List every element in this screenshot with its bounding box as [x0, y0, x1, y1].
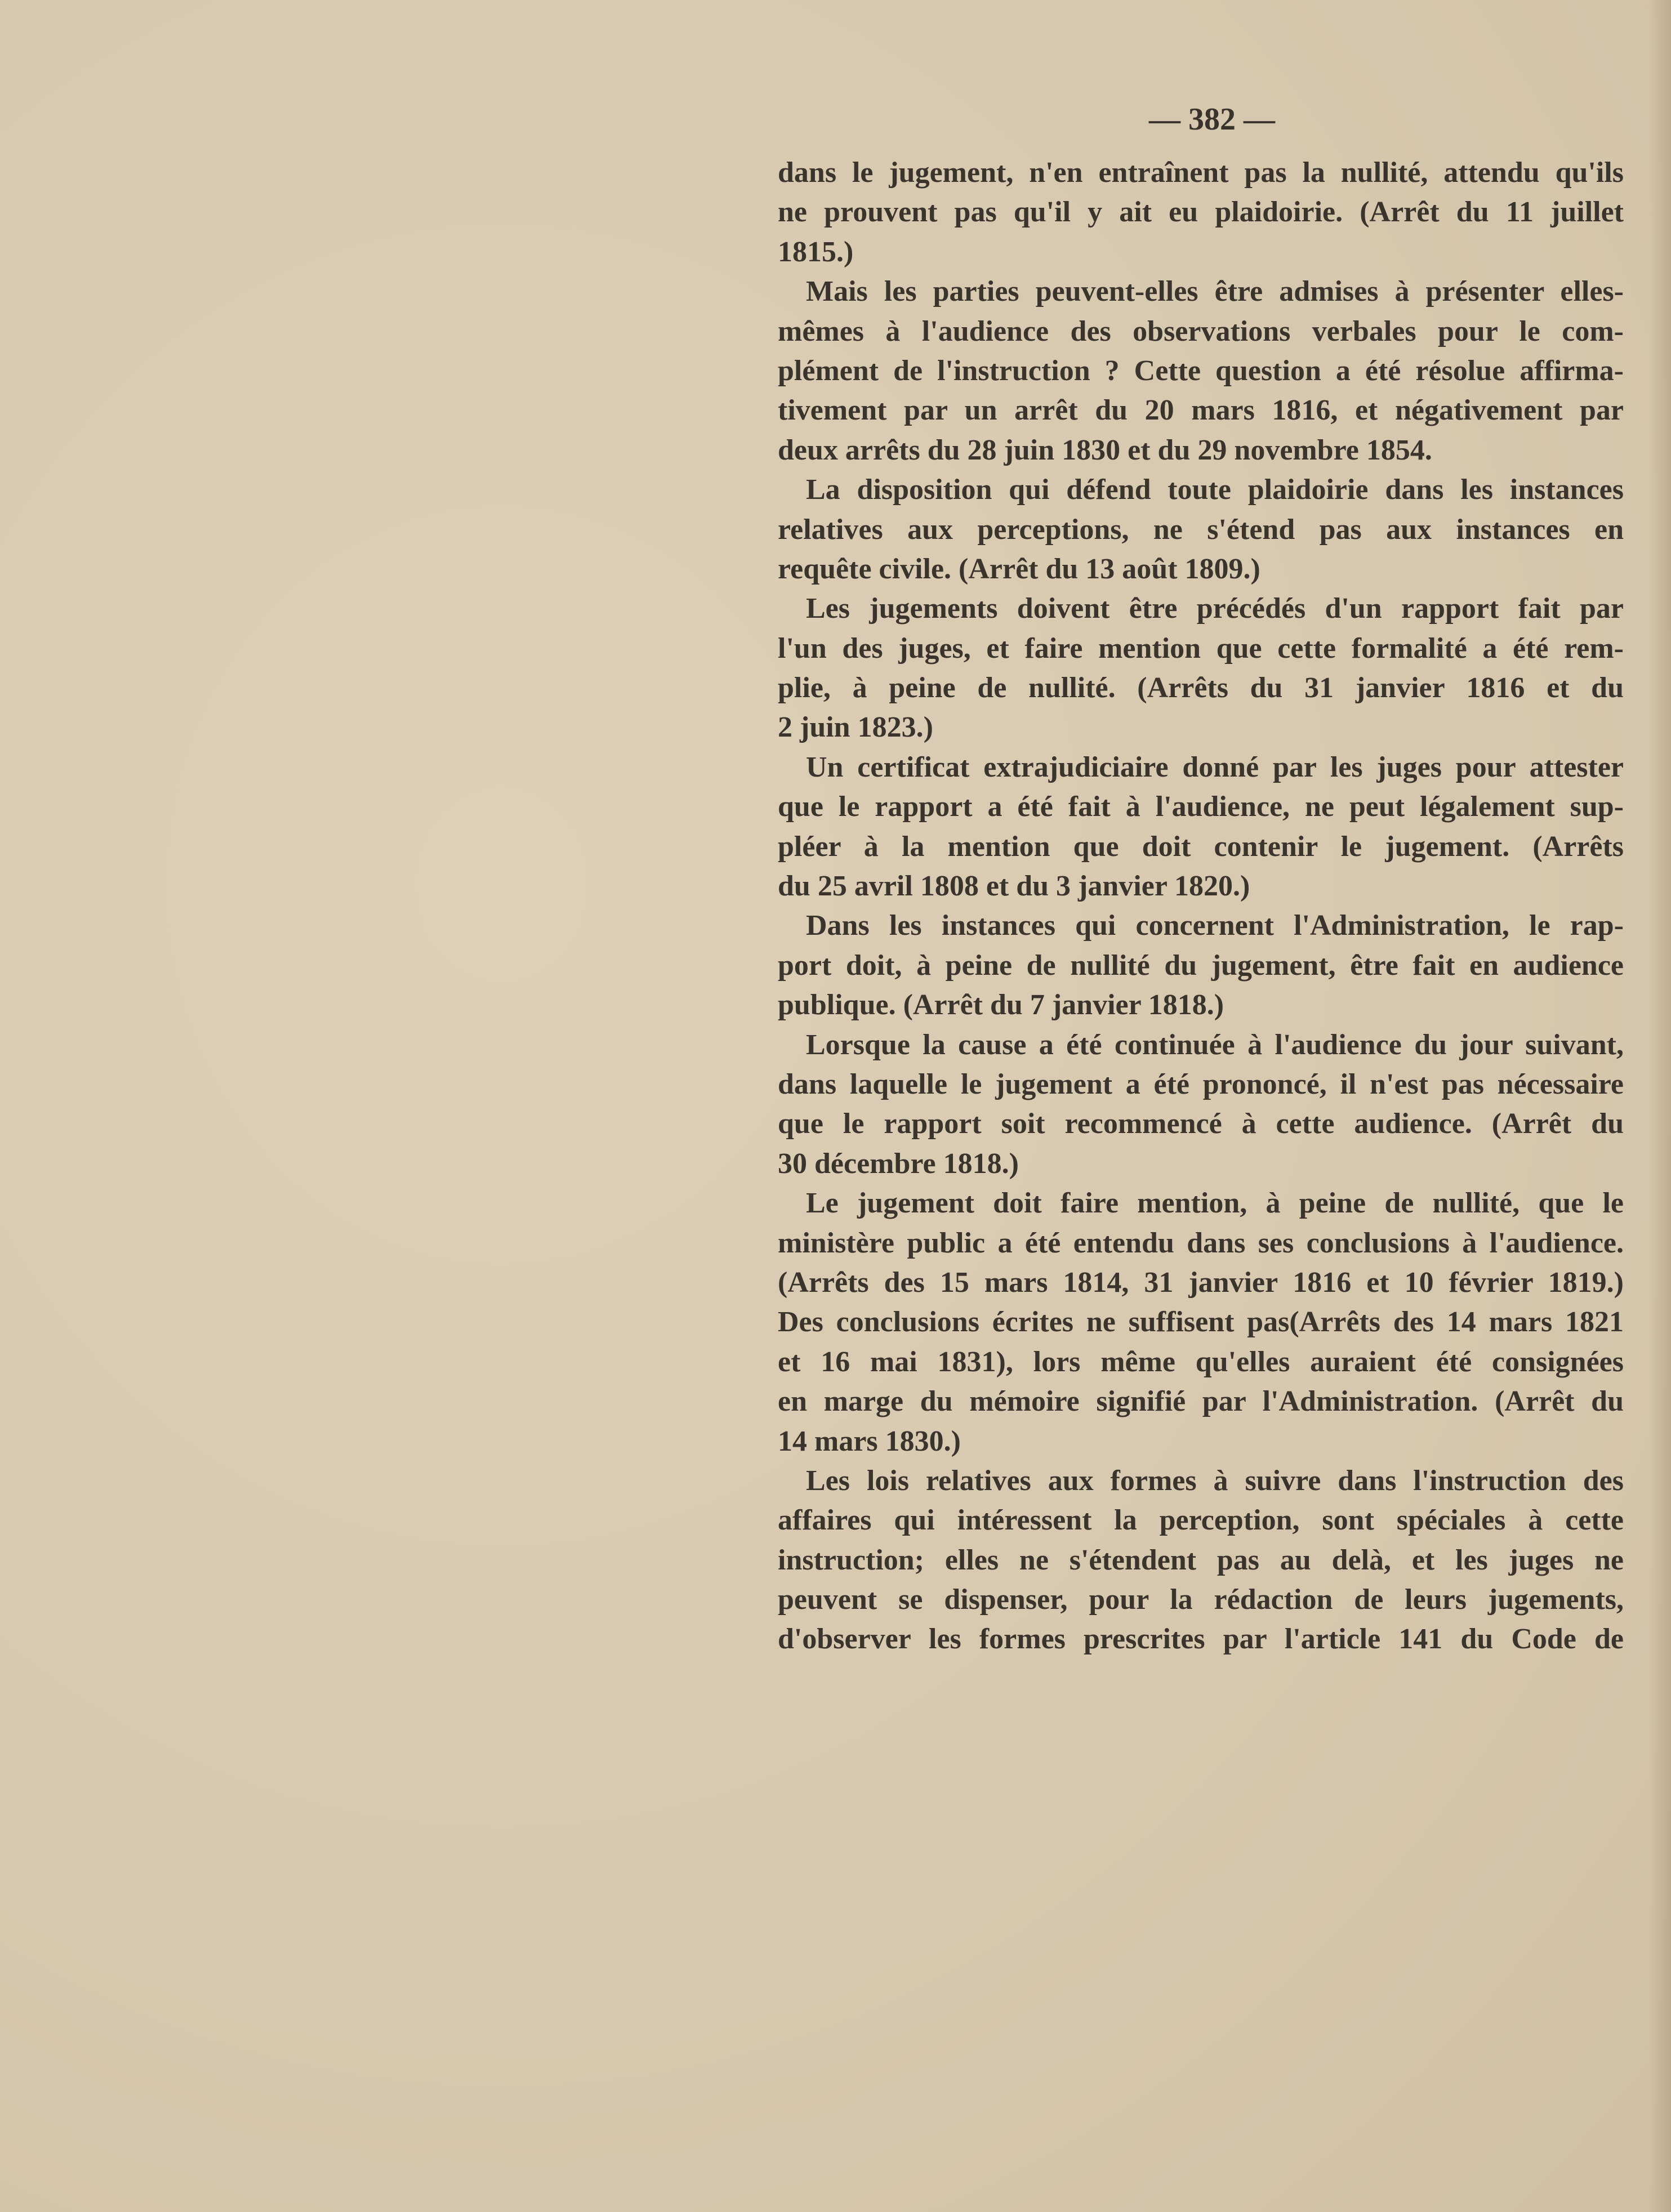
text-line: du 25 avril 1808 et du 3 janvier 1820.) [778, 870, 1250, 903]
body-text [778, 153, 1624, 1660]
text-line: publique. (Arrêt du 7 janvier 1818.) [778, 989, 1224, 1022]
text-line: Les lois relatives aux formes à suivre dans l'instruction des [806, 1464, 1624, 1497]
text-line: dans le jugement, n'en entraînent pas la nullité, attendu qu'ils [778, 157, 1624, 189]
text-line: Un certificat extrajudiciaire donné par les juges pour attester [806, 751, 1624, 783]
text-line: d'observer les formes prescrites par l'article 141 du Code de [778, 1623, 1624, 1656]
text-line: requête civile. (Arrêt du 13 août 1809.) [778, 552, 1260, 585]
text-line: en marge du mémoire signifié par l'Administration. (Arrêt du [778, 1385, 1624, 1418]
text-line: 1815.) [778, 235, 854, 268]
text-line: 14 mars 1830.) [778, 1425, 961, 1457]
text-line: relatives aux perceptions, ne s'étend pas aux instances en [778, 513, 1624, 546]
text-line: Le jugement doit faire mention, à peine de nullité, que le [806, 1187, 1624, 1220]
text-line: pléer à la mention que doit contenir le jugement. (Arrêts [778, 830, 1624, 863]
text-line: (Arrêts des 15 mars 1814, 31 janvier 1816 et 10 février 1819.) [778, 1266, 1624, 1299]
text-line: mêmes à l'audience des observations verbales pour le com- [778, 315, 1624, 347]
text-line: La disposition qui défend toute plaidoirie dans les instances [806, 474, 1624, 506]
text-line: 30 décembre 1818.) [778, 1147, 1019, 1180]
text-line: l'un des juges, et faire mention que cette formalité a été rem- [778, 632, 1624, 665]
text-line: et 16 mai 1831), lors même qu'elles auraient été consignées [778, 1345, 1624, 1378]
text-line: plie, à peine de nullité. (Arrêts du 31 janvier 1816 et du [778, 672, 1624, 704]
text-line: tivement par un arrêt du 20 mars 1816, et négativement par [778, 394, 1624, 427]
text-line: que le rapport a été fait à l'audience, ne peut légalement sup- [778, 791, 1624, 823]
text-line: peuvent se dispenser, pour la rédaction de leurs jugements, [778, 1584, 1624, 1616]
text-line: que le rapport soit recommencé à cette audience. (Arrêt du [778, 1108, 1624, 1140]
text-line: Des conclusions écrites ne suffisent pas(Arrêts des 14 mars 1821 [778, 1306, 1624, 1339]
text-line: port doit, à peine de nullité du jugement, être fait en audience [778, 949, 1624, 982]
text-line: Lorsque la cause a été continuée à l'audience du jour suivant, [806, 1028, 1624, 1061]
text-line: affaires qui intéressent la perception, sont spéciales à cette [778, 1504, 1624, 1537]
text-line: Mais les parties peuvent-elles être admises à présenter elles- [806, 275, 1624, 308]
text-line: Les jugements doivent être précédés d'un rapport fait par [806, 592, 1624, 625]
text-line: plément de l'instruction ? Cette question a été résolue affirma- [778, 354, 1624, 387]
text-line: dans laquelle le jugement a été prononcé, il n'est pas nécessaire [778, 1068, 1624, 1100]
text-line: 2 juin 1823.) [778, 711, 933, 744]
page-number: — 382 — [1149, 102, 1275, 137]
text-line: instruction; elles ne s'étendent pas au delà, et les juges ne [778, 1544, 1624, 1576]
text-line: Dans les instances qui concernent l'Administration, le rap- [806, 909, 1624, 942]
text-line: deux arrêts du 28 juin 1830 et du 29 novembre 1854. [778, 434, 1432, 466]
text-line: ministère public a été entendu dans ses conclusions à l'audience. [778, 1227, 1624, 1259]
text-line: ne prouvent pas qu'il y ait eu plaidoirie. (Arrêt du 11 juillet [778, 196, 1624, 229]
page-edge-shadow [1648, 0, 1671, 2212]
